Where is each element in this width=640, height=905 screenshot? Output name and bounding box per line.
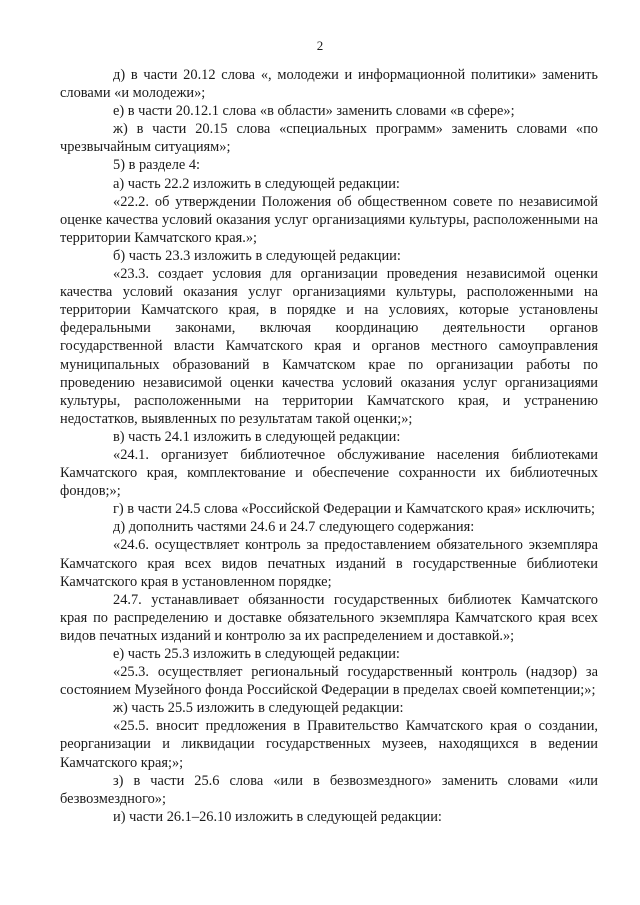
paragraph-part-23-3-header: б) часть 23.3 изложить в следующей редакции: xyxy=(113,247,401,264)
paragraph-add-24-6-24-7: д) дополнить частями 24.6 и 24.7 следующего содержания: xyxy=(113,519,475,536)
paragraph-part-25-5-text: «25.5. вносит предложения в Правительство Камчатского края о создании, реорганизации и ликвидации государственных музеев, находящихся в ведении Камчатского края;»; xyxy=(60,718,598,771)
paragraph-part-22-2-text: «22.2. об утверждении Положения об общественном совете по независимой оценке качества условий оказания услуг организациями культуры, расположенными на территории Камчатского края.»; xyxy=(60,193,598,246)
paragraph-amend-20-15: ж) в части 20.15 слова «специальных программ» заменить словами «по чрезвычайным ситуациям»; xyxy=(60,121,598,156)
paragraph-part-25-3-header: е) часть 25.3 изложить в следующей редакции: xyxy=(113,646,400,662)
paragraph-amend-20-12: д) в части 20.12 слова «, молодежи и информационной политики» заменить словами «и молодежи»; xyxy=(60,67,598,102)
paragraph-part-25-3-text: «25.3. осуществляет региональный государственный контроль (надзор) за состоянием Музейного фонда Российской Федерации в пределах своей компетенции;»; xyxy=(60,664,598,699)
paragraph-part-24-5: г) в части 24.5 слова «Российской Федерации и Камчатского края» исключить; xyxy=(113,501,596,518)
paragraph-parts-26-1-26-10-header: и) части 26.1–26.10 изложить в следующей редакции: xyxy=(113,808,442,825)
paragraph-part-23-3-text: «23.3. создает условия для организации проведения независимой оценки качества условий оказания услуг организациями культуры, расположенными на территории Камчатского края, в порядке и на условиях, которые установлены федеральными законами, включая координацию деятельности органов государственной власти Камчатского края и органов местного самоуправления муниципальных образований в Камчатском крае по организации работы по проведению независимой оценки качества условий оказания услуг организациями культуры, расположенными на территории Камчатского края, и устранению недостатков, выявленных по результатам такой оценки;»; xyxy=(60,266,598,427)
paragraph-part-24-7-text: 24.7. устанавливает обязанности государственных библиотек Камчатского края по распределению и доставке обязательного экземпляра Камчатского края всех видов печатных изданий и контролю за их распределением и доставкой.»; xyxy=(60,591,598,644)
paragraph-amend-20-12-1: е) в части 20.12.1 слова «в области» заменить словами «в сфере»; xyxy=(113,103,515,120)
paragraph-part-25-5-header: ж) часть 25.5 изложить в следующей редакции: xyxy=(113,700,404,717)
paragraph-part-24-6-text: «24.6. осуществляет контроль за предоставлением обязательного экземпляра Камчатского края всех видов печатных изданий в государственные библиотеки Камчатского края в установленном порядке; xyxy=(60,537,598,590)
page-number: 2 xyxy=(316,38,324,53)
document-body xyxy=(60,66,598,826)
paragraph-part-24-1-header: в) часть 24.1 изложить в следующей редакции: xyxy=(113,428,401,445)
paragraph-part-22-2-header: а) часть 22.2 изложить в следующей редакции: xyxy=(113,175,400,192)
paragraph-part-25-6: з) в части 25.6 слова «или в безвозмездного» заменить словами «или безвозмездного»; xyxy=(60,772,598,807)
paragraph-part-24-1-text: «24.1. организует библиотечное обслуживание населения библиотеками Камчатского края, комплектование и обеспечение сохранности их библиотечных фондов;»; xyxy=(60,446,598,500)
paragraph-section-4: 5) в разделе 4: xyxy=(113,157,201,174)
